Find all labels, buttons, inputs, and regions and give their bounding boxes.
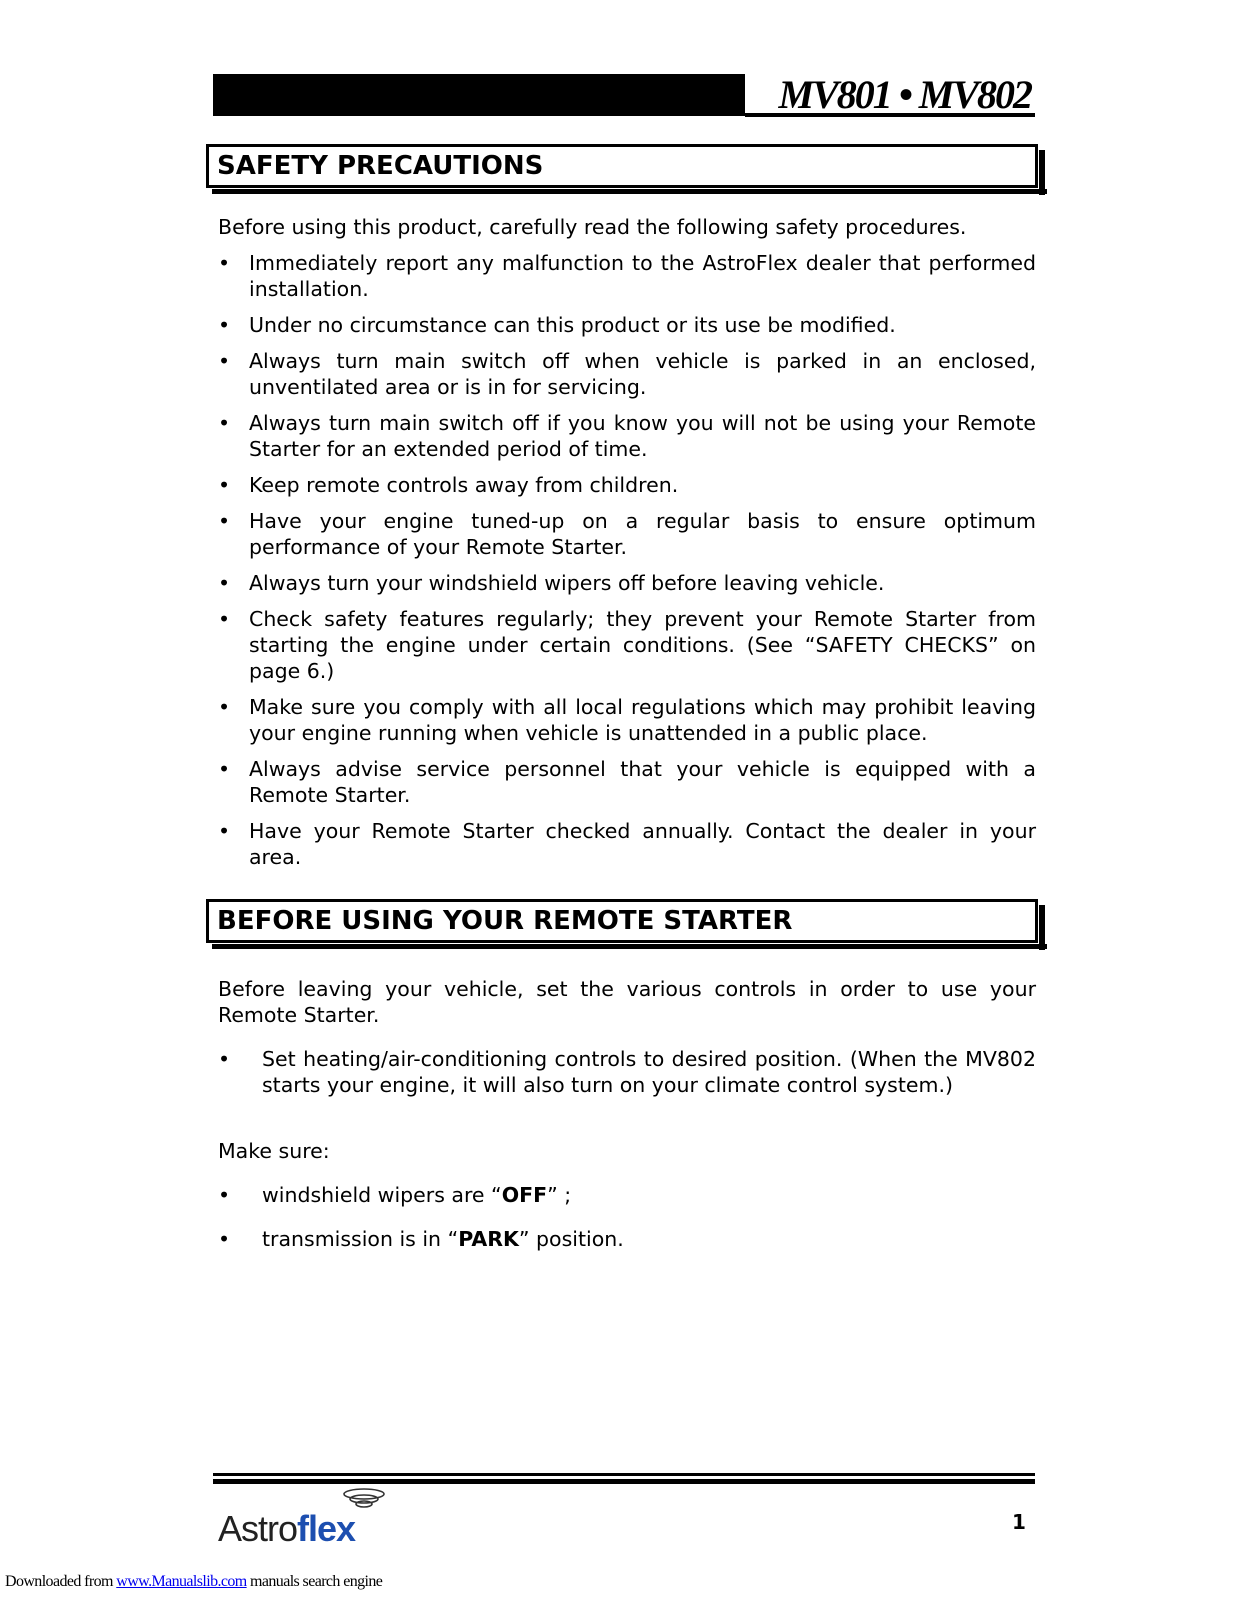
bullet-icon: •	[218, 1227, 231, 1251]
astroflex-logo	[218, 1487, 408, 1551]
safety-section-header	[206, 144, 1038, 188]
list-item	[218, 410, 1036, 462]
list-item-text: Have your Remote Starter checked annually. Contact the dealer in your area.	[249, 819, 1036, 869]
list-item-text: windshield wipers are “OFF” ;	[262, 1183, 572, 1207]
footer-rule	[213, 1473, 1035, 1476]
list-item	[218, 606, 1036, 684]
before-list	[218, 1046, 1036, 1098]
footer-rule	[213, 1479, 1035, 1484]
bullet-icon: •	[218, 1183, 231, 1207]
page-number: 1	[1012, 1510, 1026, 1534]
list-item	[218, 1046, 1036, 1098]
emphasis-off: OFF	[501, 1183, 548, 1207]
list-item-text: transmission is in “PARK” position.	[262, 1227, 624, 1251]
safety-intro: Before using this product, carefully read the following safety procedures.	[218, 215, 967, 239]
list-item-text: Always advise service personnel that your vehicle is equipped with a Remote Starter.	[249, 757, 1036, 807]
bullet-icon: •	[218, 411, 231, 435]
bullet-icon: •	[218, 695, 231, 719]
list-item-text: Immediately report any malfunction to the AstroFlex dealer that performed installation.	[249, 251, 1036, 301]
bullet-icon: •	[218, 251, 231, 275]
bullet-icon: •	[218, 349, 231, 373]
download-note: Downloaded from www.Manualslib.com manuals search engine	[5, 1573, 383, 1590]
manualslib-link[interactable]: www.Manualslib.com	[116, 1573, 247, 1590]
safety-list	[218, 250, 1036, 870]
bullet-icon: •	[218, 571, 231, 595]
bullet-icon: •	[218, 607, 231, 631]
list-item	[218, 508, 1036, 560]
list-item-text: Set heating/air-conditioning controls to desired position. (When the MV802 starts your engine, it will also turn on your climate control system.)	[262, 1047, 1036, 1097]
list-item-text: Have your engine tuned-up on a regular basis to ensure optimum performance of your Remote Starter.	[249, 509, 1036, 559]
list-item	[218, 472, 1036, 498]
safety-title: SAFETY PRECAUTIONS	[217, 151, 544, 181]
before-section-header	[206, 899, 1038, 943]
bullet-icon: •	[218, 509, 231, 533]
list-item-text: Always turn main switch off when vehicle is parked in an enclosed, unventilated area or is in for servicing.	[249, 349, 1036, 399]
bullet-icon: •	[218, 819, 231, 843]
list-item	[218, 818, 1036, 870]
list-item	[218, 694, 1036, 746]
before-intro: Before leaving your vehicle, set the various controls in order to use your Remote Starter.	[218, 977, 1036, 1027]
logo-wordmark: Astroflex	[218, 1508, 356, 1549]
list-item	[218, 250, 1036, 302]
list-item-text: Keep remote controls away from children.	[249, 473, 679, 497]
box-shadow	[212, 189, 1047, 194]
list-item-text: Always turn your windshield wipers off before leaving vehicle.	[249, 571, 885, 595]
model-title: MV801 • MV802	[745, 73, 1035, 117]
list-item	[218, 756, 1036, 808]
before-title: BEFORE USING YOUR REMOTE STARTER	[217, 906, 793, 936]
make-sure-list	[218, 1182, 1036, 1252]
bullet-icon: •	[218, 1047, 231, 1071]
bullet-icon: •	[218, 757, 231, 781]
list-item	[218, 1226, 1036, 1252]
list-item	[218, 570, 1036, 596]
make-sure-label: Make sure:	[218, 1139, 330, 1163]
emphasis-park: PARK	[458, 1227, 519, 1251]
bullet-icon: •	[218, 313, 231, 337]
list-item	[218, 312, 1036, 338]
list-item-text: Check safety features regularly; they prevent your Remote Starter from starting the engine under certain conditions. (See “SAFETY CHECKS” on page 6.)	[249, 607, 1036, 683]
box-shadow	[212, 944, 1047, 949]
list-item-text: Always turn main switch off if you know you will not be using your Remote Starter for an extended period of time.	[249, 411, 1036, 461]
list-item-text: Make sure you comply with all local regulations which may prohibit leaving your engine running when vehicle is unattended in a public place.	[249, 695, 1036, 745]
list-item-text: Under no circumstance can this product or its use be modified.	[249, 313, 896, 337]
bullet-icon: •	[218, 473, 231, 497]
list-item	[218, 1182, 1036, 1208]
list-item	[218, 348, 1036, 400]
